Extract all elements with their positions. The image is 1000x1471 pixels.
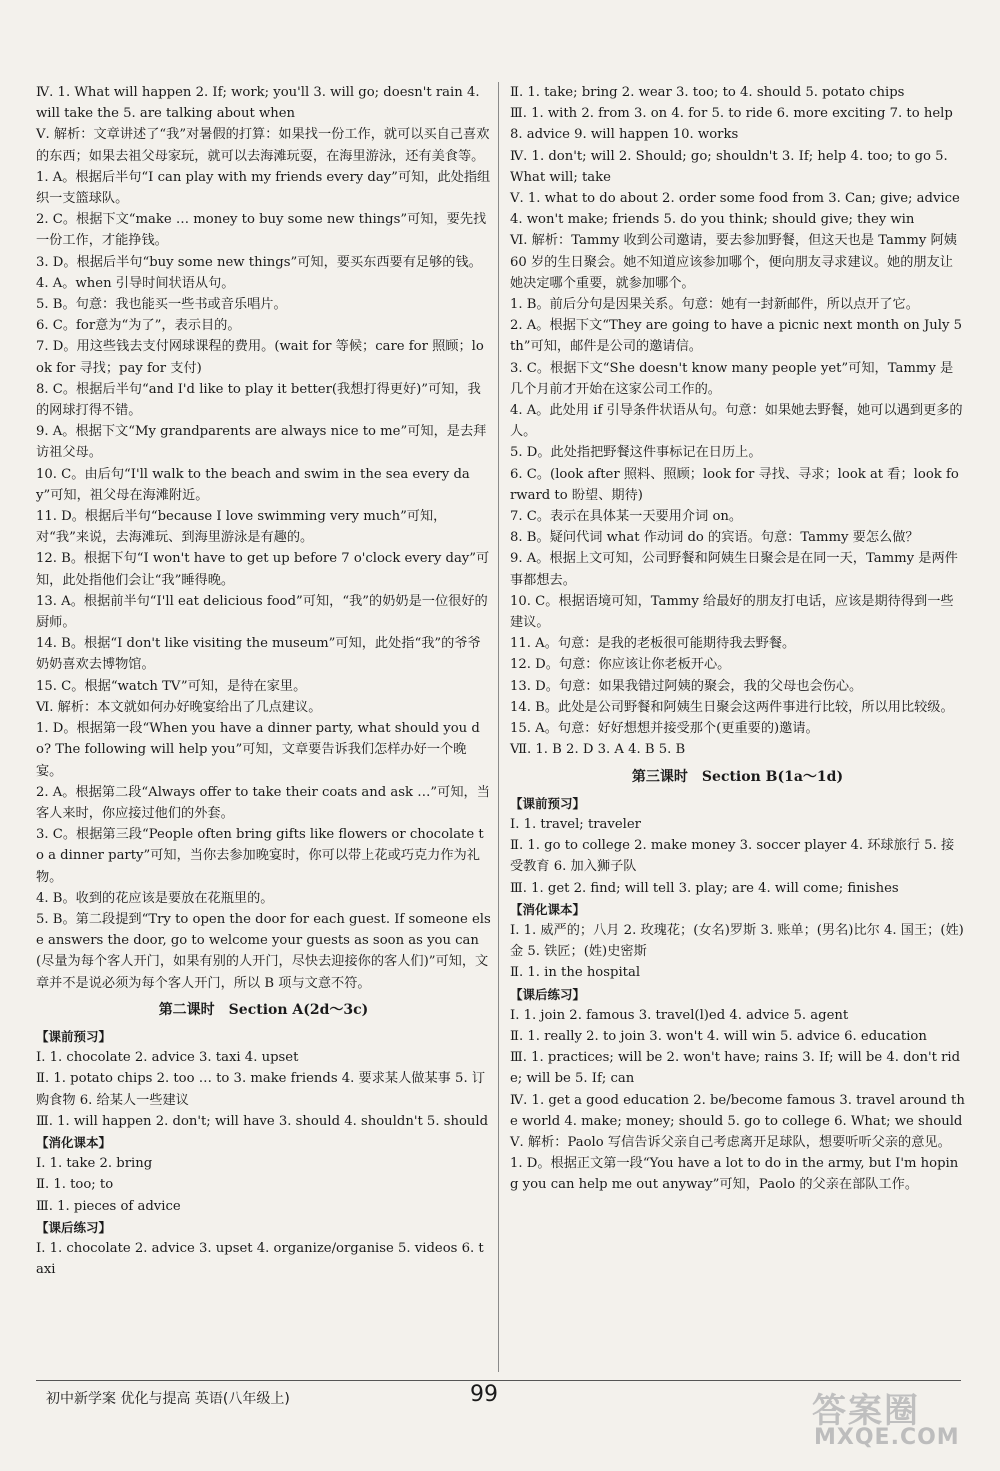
site-watermark-logo <box>792 1383 982 1453</box>
answer-line: 13. A。根据前半句“I'll eat delicious food”可知，“我”的奶奶是一位很好的厨师。 <box>36 593 488 631</box>
answer-line: Ⅲ. 1. with 2. from 3. on 4. for 5. to ride 6. more exciting 7. to help 8. advice 9. will happen 10. works <box>510 106 953 143</box>
answer-line: 6. C。for意为“为了”，表示目的。 <box>36 318 241 334</box>
book-title: 初中新学案 优化与提高 英语(八年级上) <box>46 1391 290 1407</box>
answer-line: 5. B。第二段提到“Try to open the door for each guest. If someone else answers the door, go to welcome your guests as soon as you can(尽量为每个客人开门，如果有别的人开门，尽快去迎接你的客人们)”可知，文章并不是说必须为每个客人开门，所以 B 项与文意不符。 <box>36 911 491 991</box>
answer-line: 1. A。根据后半句“I can play with my friends every day”可知，此处指组织一支篮球队。 <box>36 169 491 207</box>
left-column <box>36 82 491 1280</box>
answer-line: 14. B。此处是公司野餐和阿姨生日聚会这两件事进行比较，所以用比较级。 <box>510 699 954 715</box>
answer-line: 2. C。根据下文“make … money to buy some new things”可知，要先找一份工作，才能挣钱。 <box>36 212 487 249</box>
answer-line: Ⅰ. 1. chocolate 2. advice 3. upset 4. organize/organise 5. videos 6. taxi <box>36 1240 484 1278</box>
subsection-tag: 【消化课本】 <box>510 901 586 917</box>
answer-line: 11. D。根据后半句“because I love swimming very much”可知，对“我”来说，去海滩玩、到海里游泳是有趣的。 <box>36 509 447 546</box>
subsection-tag: 【课前预习】 <box>510 795 586 811</box>
page-number: 99 <box>470 1382 498 1407</box>
answer-line: Ⅵ. 解析：本文就如何办好晚宴给出了几点建议。 <box>36 699 322 715</box>
answer-line: Ⅰ. 1. take 2. bring <box>36 1156 153 1172</box>
answer-line: 6. C。(look after 照料、照顾；look for 寻找、寻求；look at 看；look forward to 盼望、期待) <box>510 466 959 503</box>
answer-line: 10. C。由后句“I'll walk to the beach and swim in the sea every day”可知，祖父母在海滩附近。 <box>36 466 470 503</box>
section-heading: 第三课时 Section B(1a～1d) <box>631 768 844 785</box>
answer-line: 4. A。when 引导时间状语从句。 <box>36 275 235 291</box>
section-heading: 第二课时 Section A(2d～3c) <box>158 1001 369 1018</box>
answer-line: 14. B。根据“I don't like visiting the museum”可知，此处指“我”的爷爷奶奶喜欢去博物馆。 <box>36 636 481 673</box>
answer-line: Ⅴ. 解析：Paolo 写信告诉父亲自己考虑离开足球队，想要听听父亲的意见。 <box>510 1134 951 1150</box>
answer-line: 4. B。收到的花应该是要放在花瓶里的。 <box>36 890 274 906</box>
answer-line: 1. D。根据正文第一段“You have a lot to do in the army, but I'm hoping you can help me out anyway”可知，Paolo 的父亲在部队工作。 <box>510 1156 959 1193</box>
answer-line: 4. A。此处用 if 引导条件状语从句。句意：如果她去野餐，她可以遇到更多的人。 <box>510 403 963 440</box>
answer-line: 9. A。根据下文“My grandparents are always nice to me”可知，是去拜访祖父母。 <box>36 424 487 461</box>
answer-line: Ⅰ. 1. chocolate 2. advice 3. taxi 4. upset <box>36 1050 299 1066</box>
answer-line: Ⅰ. 1. join 2. famous 3. travel(l)ed 4. advice 5. agent <box>510 1007 849 1023</box>
answer-line: Ⅲ. 1. practices; will be 2. won't have; rains 3. If; will be 4. don't ride; will be 5. If; can <box>510 1050 961 1087</box>
answer-line: Ⅱ. 1. in the hospital <box>510 965 641 981</box>
subsection-tag: 【课后练习】 <box>510 986 586 1002</box>
answer-line: Ⅱ. 1. take; bring 2. wear 3. too; to 4. should 5. potato chips <box>510 85 905 100</box>
answer-line: Ⅲ. 1. pieces of advice <box>36 1198 181 1214</box>
answer-line: 1. B。前后分句是因果关系。句意：她有一封新邮件，所以点开了它。 <box>510 297 919 313</box>
answer-line: 8. C。根据后半句“and I'd like to play it better(我想打得更好)”可知，我的网球打得不错。 <box>36 381 481 419</box>
answer-line: 13. D。句意：如果我错过阿姨的聚会，我的父母也会伤心。 <box>510 678 863 694</box>
subsection-tag: 【课后练习】 <box>36 1219 112 1235</box>
answer-line: Ⅶ. 1. B 2. D 3. A 4. B 5. B <box>510 742 686 758</box>
answer-line: 12. D。句意：你应该让你老板开心。 <box>510 657 731 673</box>
answer-line: 5. B。句意：我也能买一些书或音乐唱片。 <box>36 297 287 313</box>
answer-line: 8. B。疑问代词 what 作动词 do 的宾语。句意：Tammy 要怎么做？ <box>510 530 919 546</box>
answer-line: Ⅳ. 1. What will happen 2. If; work; you'll 3. will go; doesn't rain 4. will take the 5. are talking about when <box>36 85 480 122</box>
answer-line: 12. B。根据下句“I won't have to get up before 7 o'clock every day”可知，此处指他们会让“我”睡得晚。 <box>36 551 490 588</box>
answer-line: 3. D。根据后半句“buy some new things”可知，要买东西要有足够的钱。 <box>36 254 482 270</box>
answer-line: 7. C。表示在具体某一天要用介词 on。 <box>510 509 743 525</box>
answer-line: Ⅱ. 1. really 2. to join 3. won't 4. will win 5. advice 6. education <box>510 1028 927 1044</box>
answer-line: 15. A。句意：好好想想并接受那个(更重要的)邀请。 <box>510 721 819 737</box>
answer-line: Ⅴ. 解析：文章讲述了“我”对暑假的打算：如果找一份工作，就可以买自己喜欢的东西；如果去祖父母家玩，就可以去海滩玩耍，在海里游泳，还有美食等。 <box>36 127 490 164</box>
answer-line: 9. A。根据上文可知，公司野餐和阿姨生日聚会是在同一天，Tammy 是两件事都想去。 <box>510 551 958 588</box>
subsection-tag: 【消化课本】 <box>36 1134 112 1150</box>
answer-line: Ⅰ. 1. 威严的；八月 2. 玫瑰花；(女名)罗斯 3. 账单；(男名)比尔 4. 国王；(姓)金 5. 铁匠；(姓)史密斯 <box>510 922 964 960</box>
column-divider <box>498 82 499 1372</box>
answer-line: 11. A。句意：是我的老板很可能期待我去野餐。 <box>510 636 796 652</box>
answer-line: 15. C。根据“watch TV”可知，是待在家里。 <box>36 678 307 694</box>
answer-line: 1. D。根据第一段“When you have a dinner party, what should you do? The following will help you”可知，文章要告诉我们怎样办好一个晚宴。 <box>36 721 480 779</box>
subsection-tag: 【课前预习】 <box>36 1028 112 1044</box>
answer-line: 5. D。此处指把野餐这件事标记在日历上。 <box>510 445 762 461</box>
answer-line: 7. D。用这些钱去支付网球课程的费用。(wait for 等候；care for 照顾；look for 寻找；pay for 支付) <box>36 339 484 376</box>
answer-line: Ⅵ. 解析：Tammy 收到公司邀请，要去参加野餐，但这天也是 Tammy 阿姨 60 岁的生日聚会。她不知道应该参加哪个，便向朋友寻求建议。她的朋友让她决定哪个重要，就参加哪个。 <box>510 233 957 291</box>
right-column <box>510 82 965 1196</box>
footer-rule <box>36 1380 961 1381</box>
watermark-cn: 答案圈 <box>812 1391 920 1431</box>
answer-line: 10. C。根据语境可知，Tammy 给最好的朋友打电话，应该是期待得到一些建议。 <box>510 593 954 631</box>
answer-line: Ⅲ. 1. get 2. find; will tell 3. play; are 4. will come; finishes <box>510 880 899 896</box>
answer-line: Ⅱ. 1. potato chips 2. too … to 3. make friends 4. 要求某人做某事 5. 订购食物 6. 给某人一些建议 <box>36 1071 486 1108</box>
answer-line: Ⅱ. 1. go to college 2. make money 3. soccer player 4. 环球旅行 5. 接受教育 6. 加入狮子队 <box>510 838 955 875</box>
answer-line: 2. A。根据下文“They are going to have a picnic next month on July 5th”可知，邮件是公司的邀请信。 <box>510 318 963 355</box>
answer-line: Ⅴ. 1. what to do about 2. order some food from 3. Can; give; advice 4. won't make; friends 5. do you think; should give; they win <box>510 191 960 228</box>
answer-line: 3. C。根据第三段“People often bring gifts like flowers or chocolate to a dinner party”可知，当你去参加晚宴时，你可以带上花或巧克力作为礼物。 <box>36 827 484 885</box>
answer-line: Ⅱ. 1. too; to <box>36 1177 114 1193</box>
answer-line: Ⅳ. 1. don't; will 2. Should; go; shouldn't 3. If; help 4. too; to go 5. What will; take <box>510 148 948 185</box>
answer-line: 3. C。根据下文“She doesn't know many people yet”可知，Tammy 是几个月前才开始在这家公司工作的。 <box>510 360 954 397</box>
watermark-en: MXQE.COM <box>814 1425 960 1450</box>
answer-line: Ⅳ. 1. get a good education 2. be/become famous 3. travel around the world 4. make; money; should 5. go to college 6. What; we should <box>510 1092 965 1129</box>
answer-line: Ⅲ. 1. will happen 2. don't; will have 3. should 4. shouldn't 5. should <box>36 1113 489 1129</box>
answer-line: Ⅰ. 1. travel; traveler <box>510 816 641 832</box>
answer-line: 2. A。根据第二段“Always offer to take their coats and ask …”可知，当客人来时，你应接过他们的外套。 <box>36 784 490 821</box>
